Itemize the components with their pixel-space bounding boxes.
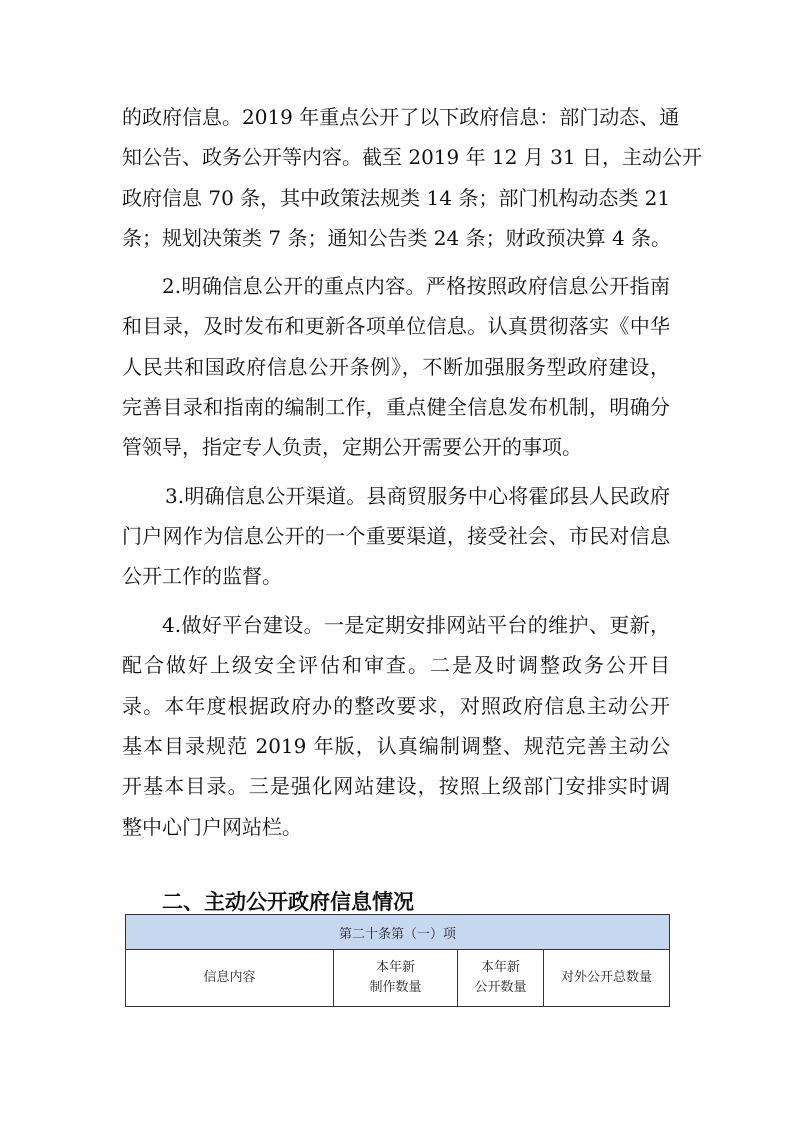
info-table [125,914,670,1007]
column-label: 对外公开总数量 [561,970,653,985]
text-line: 基本目录规范 2019 年版，认真编制调整、规范完善主动公 [122,734,670,758]
text-line: 4.做好平台建设。一是定期安排网站平台的维护、更新， [162,613,670,637]
text-line: 知公告、政务公开等内容。截至 2019 年 12 月 31 日，主动公开 [122,145,702,169]
table-header-row [126,915,670,950]
text-line: 条；规划决策类 7 条；通知公告类 24 条；财政预决算 4 条。 [122,226,672,250]
table-column-row [126,950,670,1007]
column-label: 本年新 [480,960,520,975]
column-total-published [544,950,670,1007]
text-line: 公开工作的监督。 [122,564,282,588]
table-header: 第二十条第（一）项 [126,915,670,950]
column-new-published [458,950,544,1007]
column-label: 制作数量 [369,980,422,995]
column-info-content [126,950,334,1007]
column-new-produced [334,950,458,1007]
text-line: 录。本年度根据政府办的整改要求，对照政府信息主动公开 [122,694,670,718]
text-line: 人民共和国政府信息公开条例》，不断加强服务型政府建设， [122,355,670,379]
text-line: 3.明确信息公开渠道。县商贸服务中心将霍邱县人民政府 [165,484,670,508]
column-label: 本年新 [375,960,415,975]
text-line: 2.明确信息公开的重点内容。严格按照政府信息公开指南 [162,274,670,298]
text-line: 管领导，指定专人负责，定期公开需要公开的事项。 [122,435,582,459]
text-line: 配合做好上级安全评估和审查。二是及时调整政务公开目 [122,653,670,677]
text-line: 完善目录和指南的编制工作，重点健全信息发布机制，明确分 [122,395,670,419]
section-heading: 二、主动公开政府信息情况 [162,890,414,914]
text-line: 整中心门户网站栏。 [122,815,302,839]
text-line: 政府信息 70 条，其中政策法规类 14 条；部门机构动态类 21 [122,186,671,210]
text-line: 和目录，及时发布和更新各项单位信息。认真贯彻落实《中华 [122,314,670,338]
column-label: 信息内容 [203,970,256,985]
text-line: 门户网作为信息公开的一个重要渠道，接受社会、市民对信息 [122,524,670,548]
text-line: 开基本目录。三是强化网站建设，按照上级部门安排实时调 [122,774,670,798]
text-line: 的政府信息。2019 年重点公开了以下政府信息：部门动态、通 [122,105,680,129]
column-label: 公开数量 [474,980,527,995]
